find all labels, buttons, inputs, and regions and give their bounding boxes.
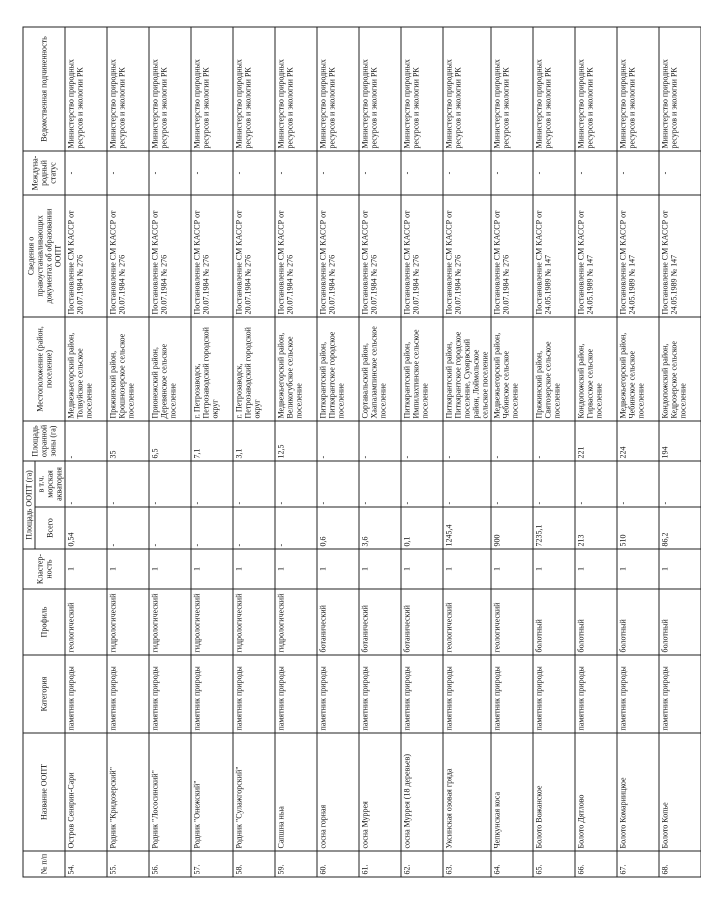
cell-num: 56. — [149, 851, 191, 877]
cell-intl: - — [491, 150, 533, 194]
cell-profile: геологический — [65, 589, 107, 655]
cell-intl: - — [533, 150, 575, 194]
cell-intl: - — [359, 150, 401, 194]
cell-category: памятник природы — [575, 655, 617, 733]
cell-category: памятник природы — [401, 655, 443, 733]
cell-total: - — [107, 507, 149, 549]
oopt-table — [22, 26, 701, 877]
table-row — [107, 26, 149, 876]
cell-buffer: - — [491, 420, 533, 460]
cell-name: сосна Муррея — [359, 733, 401, 851]
cell-buffer: 224 — [617, 420, 659, 460]
cell-cluster: 1 — [65, 549, 107, 589]
header-profile: Профиль — [23, 589, 65, 655]
table-row — [575, 26, 617, 876]
cell-legal: Постановление СМ КАССР от 24.05.1989 № 147 — [575, 194, 617, 316]
cell-location: Медвежьегорский район, Толвуйское сельское поселение — [65, 316, 107, 420]
cell-cluster: 1 — [317, 549, 359, 589]
cell-total: 86,2 — [659, 507, 701, 549]
cell-cluster: 1 — [149, 549, 191, 589]
cell-cluster: 1 — [401, 549, 443, 589]
cell-legal: Постановление СМ КАССР от 24.05.1989 № 147 — [659, 194, 701, 316]
cell-buffer: 6,5 — [149, 420, 191, 460]
table-row — [359, 26, 401, 876]
cell-water: - — [659, 460, 701, 506]
cell-num: 67. — [617, 851, 659, 877]
cell-buffer: - — [359, 420, 401, 460]
cell-legal: Постановление СМ КАССР от 20.07.1984 № 276 — [491, 194, 533, 316]
cell-buffer: - — [443, 420, 491, 460]
cell-category: памятник природы — [149, 655, 191, 733]
cell-water: - — [275, 460, 317, 506]
cell-num: 68. — [659, 851, 701, 877]
header-area-group: Площадь ООПТ (га) — [23, 460, 35, 548]
cell-water: - — [443, 460, 491, 506]
cell-water: - — [107, 460, 149, 506]
cell-legal: Постановление СМ КАССР от 20.07.1984 № 276 — [275, 194, 317, 316]
cell-total: 0,6 — [317, 507, 359, 549]
cell-num: 62. — [401, 851, 443, 877]
cell-buffer: - — [533, 420, 575, 460]
cell-profile: болотный — [617, 589, 659, 655]
cell-buffer: 35 — [107, 420, 149, 460]
cell-name: Родник "Лососинский" — [149, 733, 191, 851]
cell-profile: гидрологический — [149, 589, 191, 655]
cell-name: Родник "Сулажгорский" — [233, 733, 275, 851]
cell-buffer: - — [317, 420, 359, 460]
cell-name: сосна Муррея (18 деревьев) — [401, 733, 443, 851]
cell-total: 7235,1 — [533, 507, 575, 549]
cell-water: - — [65, 460, 107, 506]
cell-legal: Постановление СМ КАССР от 20.07.1984 № 276 — [443, 194, 491, 316]
cell-category: памятник природы — [275, 655, 317, 733]
header-category: Категория — [23, 655, 65, 733]
header-location: Местоположение (район, поселение) — [23, 316, 65, 420]
cell-num: 54. — [65, 851, 107, 877]
cell-num: 58. — [233, 851, 275, 877]
cell-water: - — [401, 460, 443, 506]
cell-location: Питкярантский район, Импилахтинское сельское поселение — [401, 316, 443, 420]
cell-name: Уксинская озовая гряда — [443, 733, 491, 851]
cell-subordination: Министерство природных ресурсов и экологии РК — [575, 26, 617, 150]
cell-intl: - — [275, 150, 317, 194]
cell-buffer: - — [401, 420, 443, 460]
cell-cluster: 1 — [359, 549, 401, 589]
cell-intl: - — [191, 150, 233, 194]
cell-legal: Постановление СМ КАССР от 20.07.1984 № 276 — [359, 194, 401, 316]
cell-name: Сапшна ныа — [275, 733, 317, 851]
cell-name: Болото Дятлово — [575, 733, 617, 851]
cell-location: Медвежьегорский район, Чебинское сельское поселение — [617, 316, 659, 420]
cell-total: 0,54 — [65, 507, 107, 549]
table-row — [533, 26, 575, 876]
cell-total: 900 — [491, 507, 533, 549]
cell-name: Родник "Кридозерский" — [107, 733, 149, 851]
cell-num: 61. — [359, 851, 401, 877]
cell-legal: Постановление СМ КАССР от 24.05.1989 № 147 — [617, 194, 659, 316]
header-legal: Сведения о правоустанавливающих документах об образовании ООПТ — [23, 194, 65, 316]
table-row — [617, 26, 659, 876]
cell-name: Остров Сенярин-Сари — [65, 733, 107, 851]
cell-total: - — [191, 507, 233, 549]
cell-num: 63. — [443, 851, 491, 877]
cell-category: памятник природы — [443, 655, 491, 733]
cell-name: Болото Копье — [659, 733, 701, 851]
cell-intl: - — [107, 150, 149, 194]
cell-total: - — [275, 507, 317, 549]
header-cluster: Кластер-ность — [23, 549, 65, 589]
cell-subordination: Министерство природных ресурсов и экологии РК — [443, 26, 491, 150]
cell-location: Медвежьегорский район, Великогубское сельское поселение — [275, 316, 317, 420]
cell-profile: ботанический — [359, 589, 401, 655]
cell-subordination: Министерство природных ресурсов и экологии РК — [233, 26, 275, 150]
cell-cluster: 1 — [617, 549, 659, 589]
cell-intl: - — [617, 150, 659, 194]
cell-buffer: 3,1 — [233, 420, 275, 460]
cell-intl: - — [401, 150, 443, 194]
cell-subordination: Министерство природных ресурсов и экологии РК — [533, 26, 575, 150]
cell-water: - — [491, 460, 533, 506]
cell-num: 66. — [575, 851, 617, 877]
cell-category: памятник природы — [533, 655, 575, 733]
cell-name: Родник "Онежский" — [191, 733, 233, 851]
cell-name: Болото Комариицкое — [617, 733, 659, 851]
cell-cluster: 1 — [491, 549, 533, 589]
cell-subordination: Министерство природных ресурсов и экологии РК — [659, 26, 701, 150]
cell-cluster: 1 — [443, 549, 491, 589]
cell-cluster: 1 — [659, 549, 701, 589]
cell-subordination: Министерство природных ресурсов и экологии РК — [149, 26, 191, 150]
cell-legal: Постановление СМ КАССР от 20.07.1984 № 276 — [317, 194, 359, 316]
cell-location: г. Петрозаводск, Петрозаводский городской округ — [191, 316, 233, 420]
cell-profile: гидрологический — [233, 589, 275, 655]
cell-subordination: Министерство природных ресурсов и экологии РК — [491, 26, 533, 150]
cell-num: 65. — [533, 851, 575, 877]
cell-location: Прионежский район, Деревянское сельское поселение — [149, 316, 191, 420]
cell-cluster: 1 — [533, 549, 575, 589]
cell-legal: Постановление СМ КАССР от 20.07.1984 № 276 — [401, 194, 443, 316]
table-row — [659, 26, 701, 876]
table-row — [65, 26, 107, 876]
header-total: Всего — [35, 507, 65, 549]
cell-water: - — [149, 460, 191, 506]
cell-subordination: Министерство природных ресурсов и экологии РК — [317, 26, 359, 150]
cell-subordination: Министерство природных ресурсов и экологии РК — [359, 26, 401, 150]
cell-water: - — [317, 460, 359, 506]
cell-num: 60. — [317, 851, 359, 877]
cell-intl: - — [65, 150, 107, 194]
cell-location: Кондопожский район, Гирвасское сельское поселение — [575, 316, 617, 420]
cell-location: г. Петрозаводск, Петрозаводский городской округ — [233, 316, 275, 420]
cell-intl: - — [233, 150, 275, 194]
cell-subordination: Министерство природных ресурсов и экологии РК — [191, 26, 233, 150]
cell-intl: - — [317, 150, 359, 194]
cell-intl: - — [575, 150, 617, 194]
cell-category: памятник природы — [317, 655, 359, 733]
cell-profile: болотный — [575, 589, 617, 655]
cell-profile: гидрологический — [275, 589, 317, 655]
cell-subordination: Министерство природных ресурсов и экологии РК — [65, 26, 107, 150]
table-row — [491, 26, 533, 876]
cell-num: 57. — [191, 851, 233, 877]
cell-location: Пряжинский район, Святозерское сельское поселение — [533, 316, 575, 420]
cell-category: памятник природы — [359, 655, 401, 733]
table-row — [401, 26, 443, 876]
cell-cluster: 1 — [107, 549, 149, 589]
cell-category: памятник природы — [233, 655, 275, 733]
cell-location: Медвежьегорский район, Чебинское сельское поселение — [491, 316, 533, 420]
cell-profile: болотный — [533, 589, 575, 655]
cell-subordination: Министерство природных ресурсов и экологии РК — [107, 26, 149, 150]
cell-subordination: Министерство природных ресурсов и экологии РК — [401, 26, 443, 150]
cell-buffer: 194 — [659, 420, 701, 460]
cell-total: 3,6 — [359, 507, 401, 549]
cell-profile: ботанический — [401, 589, 443, 655]
cell-legal: Постановление СМ КАССР от 20.07.1984 № 276 — [107, 194, 149, 316]
cell-legal: Постановление СМ КАССР от 20.07.1984 № 276 — [233, 194, 275, 316]
cell-name: Болото Вожанское — [533, 733, 575, 851]
cell-location: Питкярантский район, Питкярантское городское поселение — [317, 316, 359, 420]
cell-cluster: 1 — [233, 549, 275, 589]
cell-profile: ботанический — [317, 589, 359, 655]
cell-total: 510 — [617, 507, 659, 549]
cell-total: 213 — [575, 507, 617, 549]
cell-profile: геологический — [443, 589, 491, 655]
cell-category: памятник природы — [659, 655, 701, 733]
cell-water: - — [617, 460, 659, 506]
cell-profile: геологический — [491, 589, 533, 655]
cell-profile: гидрологический — [107, 589, 149, 655]
header-name: Название ООПТ — [23, 733, 65, 851]
cell-cluster: 1 — [191, 549, 233, 589]
cell-legal: Постановление СМ КАССР от 20.07.1984 № 276 — [65, 194, 107, 316]
cell-category: памятник природы — [491, 655, 533, 733]
cell-location: Пряжинский район, Крошнозерское сельское поселение — [107, 316, 149, 420]
table-row — [149, 26, 191, 876]
cell-num: 59. — [275, 851, 317, 877]
cell-total: - — [233, 507, 275, 549]
header-intl: Междуна-родный статус — [23, 150, 65, 194]
cell-legal: Постановление СМ КАССР от 20.07.1984 № 276 — [149, 194, 191, 316]
cell-num: 55. — [107, 851, 149, 877]
cell-water: - — [191, 460, 233, 506]
cell-location: Сортавальский район, Хаапалампинское сельское поселение — [359, 316, 401, 420]
cell-buffer: 7,1 — [191, 420, 233, 460]
cell-subordination: Министерство природных ресурсов и экологии РК — [275, 26, 317, 150]
cell-profile: болотный — [659, 589, 701, 655]
cell-legal: Постановление СМ КАССР от 24.05.1989 № 147 — [533, 194, 575, 316]
table-row — [317, 26, 359, 876]
cell-profile: гидрологический — [191, 589, 233, 655]
cell-num: 64. — [491, 851, 533, 877]
cell-location: Кондопожский район, Кедрозерское сельское поселение — [659, 316, 701, 420]
cell-buffer: 12,5 — [275, 420, 317, 460]
cell-cluster: 1 — [575, 549, 617, 589]
table-row — [191, 26, 233, 876]
table-row — [233, 26, 275, 876]
cell-category: памятник природы — [65, 655, 107, 733]
cell-cluster: 1 — [275, 549, 317, 589]
cell-subordination: Министерство природных ресурсов и экологии РК — [617, 26, 659, 150]
cell-location: Питкярантский район, Питкярантское городское поселение, Суоярвский район, Лоймольское сельское поселение — [443, 316, 491, 420]
header-buffer: Площадь охранной зоны (га) — [23, 420, 65, 460]
cell-category: памятник природы — [107, 655, 149, 733]
cell-water: - — [575, 460, 617, 506]
cell-legal: Постановление СМ КАССР от 20.07.1984 № 276 — [191, 194, 233, 316]
table-row — [443, 26, 491, 876]
cell-water: - — [233, 460, 275, 506]
cell-intl: - — [149, 150, 191, 194]
cell-intl: - — [659, 150, 701, 194]
cell-name: сосна горная — [317, 733, 359, 851]
cell-total: 1245,4 — [443, 507, 491, 549]
cell-water: - — [359, 460, 401, 506]
header-incl-water: в т.ч. морская акватория — [35, 460, 65, 506]
table-body — [65, 26, 701, 876]
cell-total: - — [149, 507, 191, 549]
table-row — [275, 26, 317, 876]
header-num: № п/п — [23, 851, 65, 877]
cell-intl: - — [443, 150, 491, 194]
cell-water: - — [533, 460, 575, 506]
cell-category: памятник природы — [617, 655, 659, 733]
cell-buffer: 221 — [575, 420, 617, 460]
cell-name: Чепкунская коса — [491, 733, 533, 851]
cell-category: памятник природы — [191, 655, 233, 733]
header-subordination: Ведомственная подчиненность — [23, 26, 65, 150]
cell-total: 0,1 — [401, 507, 443, 549]
cell-buffer: - — [65, 420, 107, 460]
